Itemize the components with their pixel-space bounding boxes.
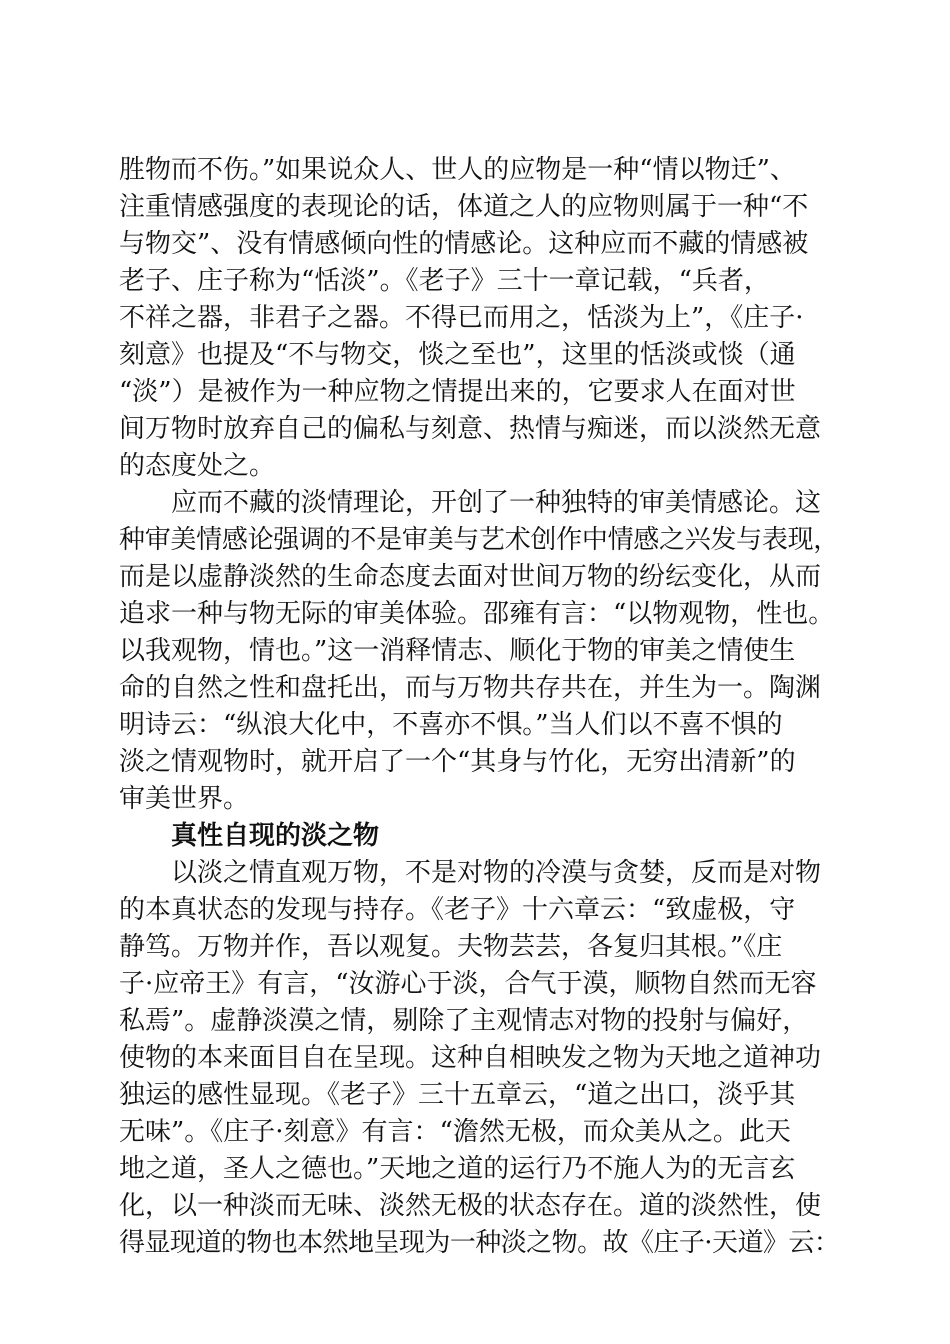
text-line: 子·应帝王》有言，“汝游心于淡，合气于漠，顺物自然而无容 [119, 969, 817, 999]
text-line: “淡”）是被作为一种应物之情提出来的，它要求人在面对世 [119, 377, 796, 407]
text-line: 注重情感强度的表现论的话，体道之人的应物则属于一种“不 [119, 192, 809, 222]
text-line: 静笃。万物并作，吾以观复。夫物芸芸，各复归其根。”《庄 [119, 932, 783, 962]
text-line: 与物交”、没有情感倾向性的情感论。这种应而不藏的情感被 [119, 229, 809, 259]
text-line: 明诗云：“纵浪大化中，不喜亦不惧。”当人们以不喜不惧的 [119, 710, 783, 740]
text-line: 化，以一种淡而无味、淡然无极的状态存在。道的淡然性，使 [119, 1191, 822, 1221]
text-line: 的态度处之。 [119, 451, 276, 481]
text-line: 地之道，圣人之德也。”天地之道的运行乃不施人为的无言玄 [119, 1154, 796, 1184]
text-line: 老子、庄子称为“恬淡”。《老子》三十一章记载，“兵者， [119, 266, 770, 296]
text-line: 不祥之器，非君子之器。不得已而用之，恬淡为上”，《庄子· [119, 303, 804, 333]
text-line: 胜物而不伤。”如果说众人、世人的应物是一种“情以物迁”、 [119, 155, 796, 185]
text-line: 间万物时放弃自己的偏私与刻意、热情与痴迷，而以淡然无意 [119, 414, 822, 444]
text-line: 使物的本来面目自在呈现。这种自相映发之物为天地之道神功 [119, 1043, 822, 1073]
text-line: 应而不藏的淡情理论，开创了一种独特的审美情感论。这 [171, 488, 822, 518]
text-line: 以淡之情直观万物，不是对物的冷漠与贪婪，反而是对物 [171, 858, 822, 888]
text-line: 淡之情观物时，就开启了一个“其身与竹化，无穷出清新”的 [119, 747, 796, 777]
text-line: 审美世界。 [119, 784, 250, 814]
text-line: 命的自然之性和盘托出，而与万物共存共在，并生为一。陶渊 [119, 673, 822, 703]
text-line: 追求一种与物无际的审美体验。邵雍有言：“以物观物，性也。 [119, 599, 835, 629]
text-line: 的本真状态的发现与持存。《老子》十六章云：“致虚极，守 [119, 895, 796, 925]
text-line: 而是以虚静淡然的生命态度去面对世间万物的纷纭变化，从而 [119, 562, 822, 592]
text-line: 私焉”。虚静淡漠之情，剔除了主观情志对物的投射与偏好， [119, 1006, 809, 1036]
text-line: 得显现道的物也本然地呈现为一种淡之物。故《庄子·天道》云： [119, 1228, 839, 1258]
text-line: 以我观物，情也。”这一消释情志、顺化于物的审美之情使生 [119, 636, 796, 666]
text-line: 刻意》也提及“不与物交，惔之至也”，这里的恬淡或惔（通 [119, 340, 796, 370]
text-line: 种审美情感论强调的不是审美与艺术创作中情感之兴发与表现， [119, 525, 839, 555]
text-line: 无味”。《庄子·刻意》有言：“澹然无极，而众美从之。此天 [119, 1117, 791, 1147]
section-heading: 真性自现的淡之物 [171, 821, 380, 851]
text-line: 独运的感性显现。《老子》三十五章云，“道之出口，淡乎其 [119, 1080, 796, 1110]
